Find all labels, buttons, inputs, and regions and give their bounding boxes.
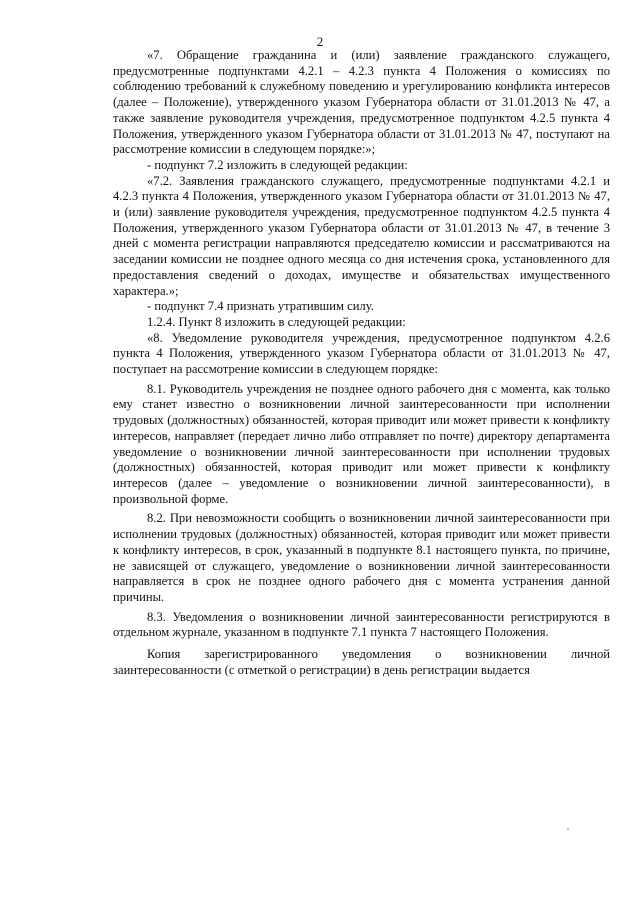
paragraph-clause-8-2: 8.2. При невозможности сообщить о возникновении личной заинтересованности при исполнении трудовых (должностных) обязанностей, которая приводит или может привести к конфликту интересов, в срок, указанный в подпункте 8.1 настоящего пункта, по причине, не зависящей от служащего, уведомление о возникновении личной заинтересованности направляется в срок не позднее одного рабочего дня с момента устранения данной причины. <box>113 511 610 604</box>
paragraph-subclause-7-4-instruction: - подпункт 7.4 признать утратившим силу. <box>147 299 374 314</box>
document-body <box>113 48 610 678</box>
paragraph-clause-8-3: 8.3. Уведомления о возникновении личной заинтересованности регистрируются в отдельном журнале, указанном в подпункте 7.1 пункта 7 настоящего Положения. <box>113 609 610 640</box>
paragraph-1-2-4-instruction: 1.2.4. Пункт 8 изложить в следующей редакции: <box>147 314 406 329</box>
paragraph-subclause-7-2-instruction: - подпункт 7.2 изложить в следующей редакции: <box>147 157 408 172</box>
paragraph-copy-notice: Копия зарегистрированного уведомления о возникновении личной заинтересованности (с отметкой о регистрации) в день регистрации выдается <box>113 647 610 677</box>
paragraph-clause-7-2: «7.2. Заявления гражданского служащего, предусмотренные подпунктами 4.2.1 и 4.2.3 пункта 4 Положения, утвержденного указом Губернатора области от 31.01.2013 № 47, и (или) заявление руководителя учреждения, предусмотренное подпунктом 4.2.5 пункта 4 Положения, утвержденного указом Губернатора области от 31.01.2013 № 47, в течение 3 дней с момента регистрации направляются председателю комиссии и рассматриваются на заседании комиссии не позднее одного месяца со дня истечения срока, установленного для предоставления сведений о доходах, имуществе и обязательствах имущественного характера.»; <box>113 173 610 298</box>
scan-speck <box>567 828 569 830</box>
page-number: 2 <box>316 34 324 49</box>
paragraph-clause-7: «7. Обращение гражданина и (или) заявление гражданского служащего, предусмотренные подпунктами 4.2.1 – 4.2.3 пункта 4 Положения о комиссиях по соблюдению требований к служебному поведению и урегулированию конфликта интересов (далее – Положение), утвержденного указом Губернатора области от 31.01.2013 № 47, а также заявление руководителя учреждения, предусмотренное подпунктом 4.2.5 пункта 4 Положения, утвержденного указом Губернатора области от 31.01.2013 № 47, поступают на рассмотрение комиссии в следующем порядке:»; <box>113 48 610 157</box>
paragraph-clause-8: «8. Уведомление руководителя учреждения, предусмотренное подпунктом 4.2.6 пункта 4 Положения, утвержденного указом Губернатора области от 31.01.2013 № 47, поступает на рассмотрение комиссии в следующем порядке: <box>113 330 610 377</box>
paragraph-clause-8-1: 8.1. Руководитель учреждения не позднее одного рабочего дня с момента, как только ему станет известно о возникновении личной заинтересованности при исполнении трудовых (должностных) обязанностей, которая приводит или может привести к конфликту интересов, направляет (передает лично либо отправляет по почте) директору департамента уведомление о возникновении личной заинтересованности при исполнении трудовых (должностных) обязанностей, которая приводит или может привести к конфликту интересов (далее – уведомление о возникновении личной заинтересованности), в произвольной форме. <box>113 381 610 506</box>
